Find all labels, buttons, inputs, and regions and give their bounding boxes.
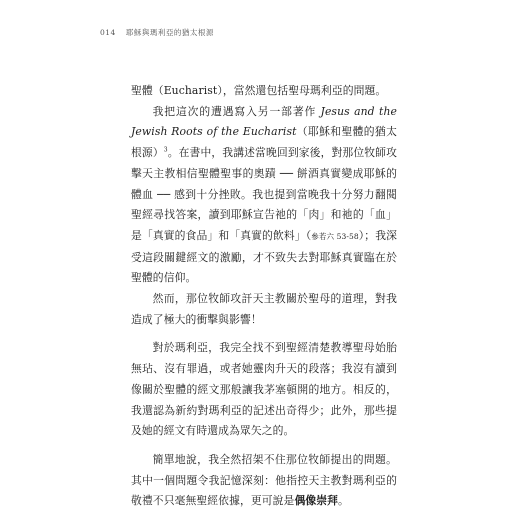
paragraph-2-text-e: 」（ xyxy=(294,228,312,242)
paragraph-2-text-a: 我把這次的遭遇寫入另一部著作 xyxy=(152,104,321,118)
paragraph-3: 然而，那位牧師攻訐天主教關於聖母的道理，對我造成了極大的衝擊與影響！ xyxy=(131,292,397,326)
paragraph-5-text-a: 簡單地說，我全然招架不住那位牧師提出的問題。其中一個問題令我記憶深刻：他指控天主教對瑪利亞的敬禮不只毫無聖經依據，更可說是 xyxy=(131,452,397,508)
paragraph-5 xyxy=(131,450,397,512)
paragraph-5-text-b: 。 xyxy=(338,494,349,508)
page-number: 014 xyxy=(100,28,116,37)
book-title: Jesus and the Jewish Roots of the Eucharist xyxy=(131,104,397,139)
paragraph-2-text-f: ）；我深受這段關鍵經文的激勵，才不致失去對耶穌真實臨在於聖體的信仰。 xyxy=(131,228,398,285)
paragraph-1: 聖體（Eucharist），當然還包括聖母瑪利亞的問題。 xyxy=(131,84,387,97)
paragraph-4: 對於瑪利亞，我完全找不到聖經清楚教導聖母始胎無玷、沒有罪過，或者她靈肉升天的段落；我沒有讀到像關於聖體的經文那般讓我茅塞頓開的地方。相反的，我還認為新約對瑪利亞的記述出奇得少；此外，那些提及她的經文有時還成為眾矢之的。 xyxy=(131,341,397,438)
running-head xyxy=(100,27,214,38)
running-title: 耶穌與瑪利亞的猶太根源 xyxy=(125,28,214,37)
paragraph-2-text-b: （耶穌和聖體的猶太根源） xyxy=(131,125,397,160)
scripture-citation: 參若六 53-58 xyxy=(311,231,359,241)
footnote-marker: 3 xyxy=(163,146,168,154)
quote-true-drink: 真實的飲料 xyxy=(240,228,295,242)
paragraph-2-text-c: 。在書中，我講述當晚回到家後，對那位牧師攻擊天主教相信聖體聖事的奧蹟 ── 餅酒真實變成耶穌的體血 ── 感到十分挫敗。我也提到當晚我十分努力翻閱聖經尋找答案，讀到耶穌宣告祂的「肉」和祂的「血」是「 xyxy=(131,146,397,242)
body-text xyxy=(131,81,397,512)
quote-true-food: 真實的食品 xyxy=(152,228,208,242)
emphasis-idolatry: 偶像崇拜 xyxy=(294,494,339,508)
paragraph-2-text-d: 」和「 xyxy=(207,228,241,242)
paragraph-2 xyxy=(131,102,397,289)
